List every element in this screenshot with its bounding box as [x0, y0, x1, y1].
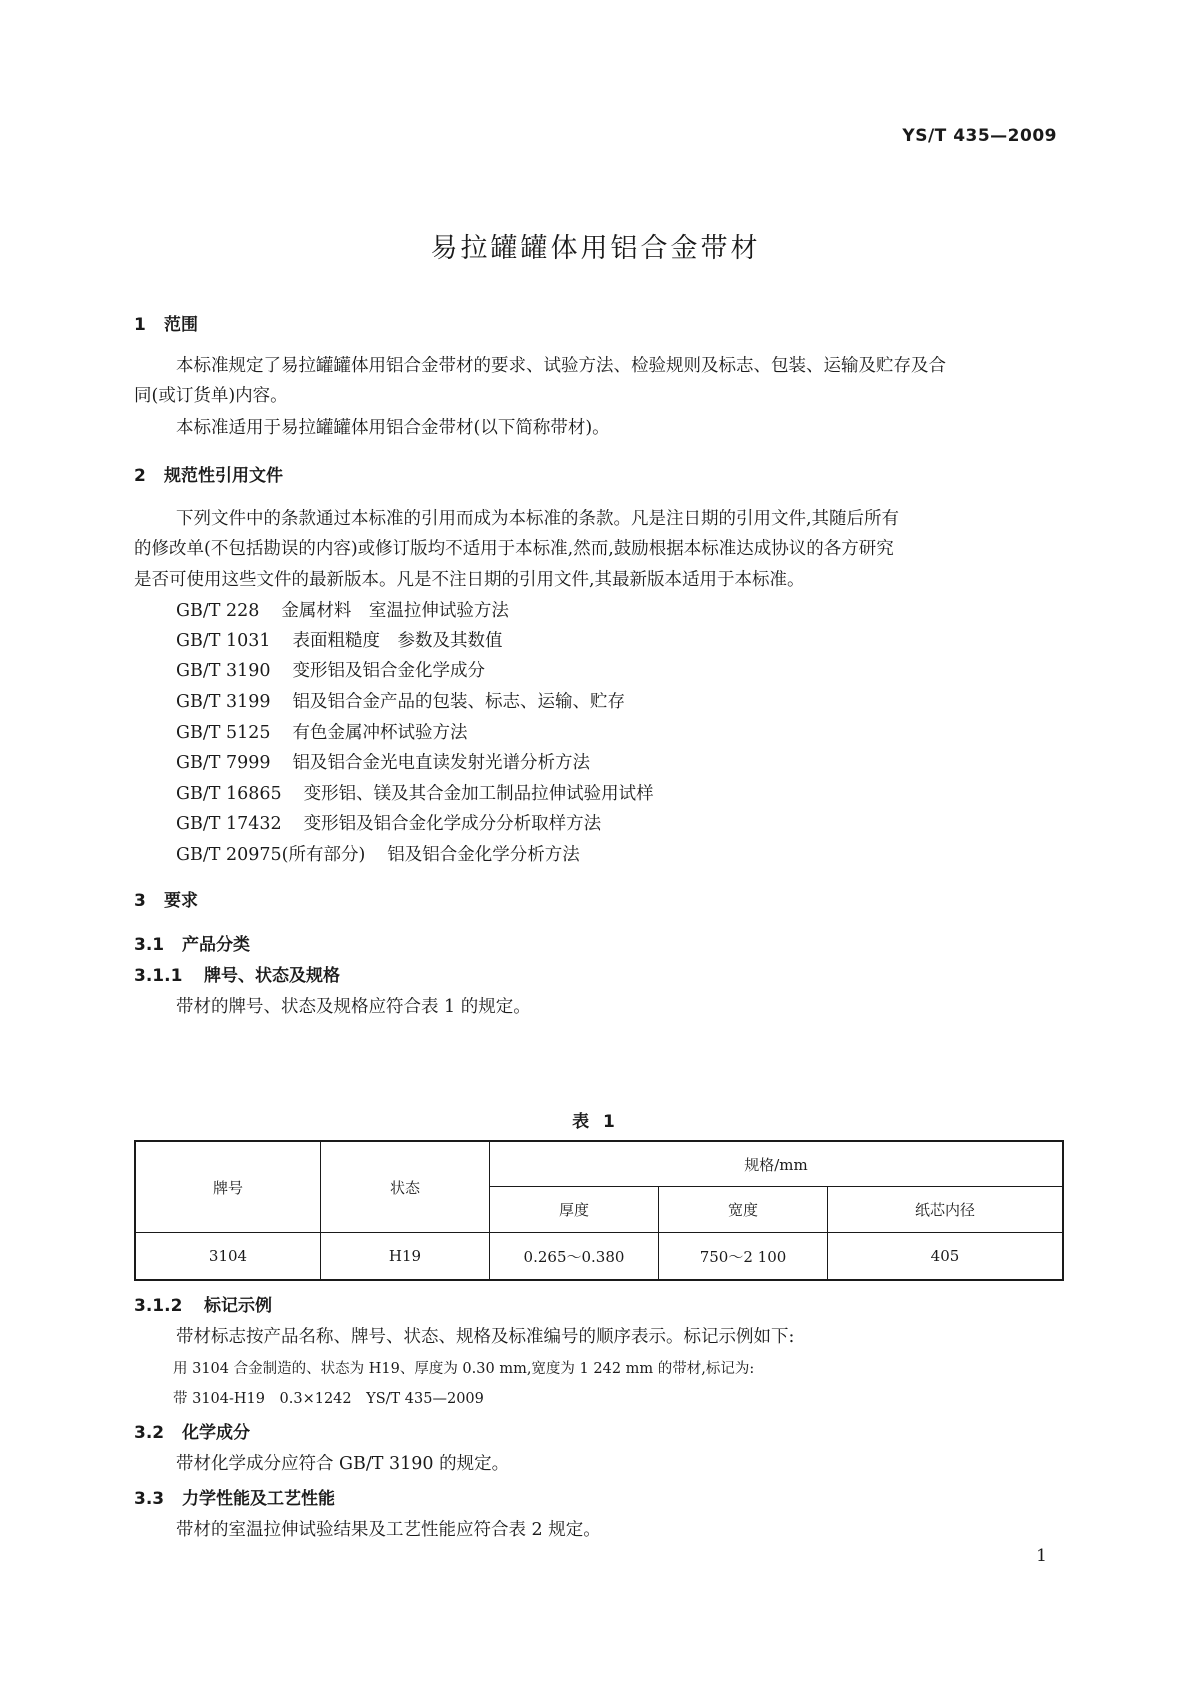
reference-code: GB/T 7999: [176, 753, 271, 773]
example-line: 用 3104 合金制造的、状态为 H19、厚度为 0.30 mm,宽度为 1 242 mm 的带材,标记为:: [173, 1361, 755, 1377]
paragraph: 带材标志按产品名称、牌号、状态、规格及标准编号的顺序表示。标记示例如下:: [176, 1327, 795, 1347]
reference-item: [176, 780, 654, 805]
header-width: 宽度: [659, 1187, 828, 1233]
paragraph: 带材的室温拉伸试验结果及工艺性能应符合表 2 规定。: [176, 1520, 601, 1540]
paragraph: 带材化学成分应符合 GB/T 3190 的规定。: [176, 1454, 510, 1474]
section-number: 3.2: [134, 1423, 165, 1443]
reference-title: 金属材料 室温拉伸试验方法: [281, 601, 509, 621]
paragraph: 本标准规定了易拉罐罐体用铝合金带材的要求、试验方法、检验规则及标志、包装、运输及贮存及合: [176, 356, 946, 376]
section-title: 产品分类: [182, 935, 250, 955]
table-row: [135, 1233, 1063, 1281]
reference-title: 变形铝、镁及其合金加工制品拉伸试验用试样: [303, 784, 654, 804]
section-title: 规范性引用文件: [164, 466, 283, 486]
header-temper: 状态: [321, 1141, 490, 1233]
section-title: 力学性能及工艺性能: [182, 1489, 335, 1509]
section-title: 牌号、状态及规格: [204, 966, 340, 986]
page-title: 易拉罐罐体用铝合金带材: [430, 233, 761, 264]
cell-grade: 3104: [135, 1233, 321, 1281]
cell-temper: H19: [321, 1233, 490, 1281]
standard-code: YS/T 435—2009: [902, 126, 1057, 146]
reference-code: GB/T 3199: [176, 692, 271, 712]
paragraph: 本标准适用于易拉罐罐体用铝合金带材(以下简称带材)。: [176, 418, 610, 438]
reference-title: 变形铝及铝合金化学成分: [292, 661, 486, 681]
reference-code: GB/T 3190: [176, 661, 271, 681]
section-3-1-2-heading: [134, 1291, 272, 1316]
section-3-2-heading: [134, 1418, 250, 1443]
paragraph: 带材的牌号、状态及规格应符合表 1 的规定。: [176, 997, 531, 1017]
section-title: 范围: [164, 315, 198, 335]
header-thickness: 厚度: [490, 1187, 659, 1233]
section-number: 2: [134, 466, 146, 486]
table-1: [134, 1140, 1064, 1281]
cell-thickness: 0.265～0.380: [490, 1233, 659, 1281]
section-number: 3: [134, 891, 146, 911]
section-title: 化学成分: [182, 1423, 250, 1443]
header-spec: 规格/mm: [490, 1141, 1064, 1187]
section-3-1-1-heading: [134, 961, 340, 986]
reference-item: [176, 627, 503, 652]
section-number: 1: [134, 315, 146, 335]
section-number: 3.1: [134, 935, 165, 955]
paragraph: 的修改单(不包括勘误的内容)或修订版均不适用于本标准,然而,鼓励根据本标准达成协议的各方研究: [134, 539, 894, 559]
paragraph: 同(或订货单)内容。: [134, 386, 288, 406]
section-number: 3.1.1: [134, 966, 183, 986]
reference-code: GB/T 1031: [176, 631, 271, 651]
reference-code: GB/T 17432: [176, 814, 282, 834]
reference-title: 铝及铝合金光电直读发射光谱分析方法: [292, 753, 591, 773]
reference-item: [176, 719, 468, 744]
reference-item: [176, 657, 485, 682]
reference-item: [176, 810, 601, 835]
page-number: 1: [1036, 1546, 1047, 1566]
reference-title: 铝及铝合金化学分析方法: [387, 845, 580, 865]
header-grade: 牌号: [135, 1141, 321, 1233]
reference-code: GB/T 16865: [176, 784, 282, 804]
cell-core-diameter: 405: [828, 1233, 1064, 1281]
table-caption: 表 1: [572, 1112, 619, 1132]
reference-item: [176, 841, 580, 866]
reference-title: 有色金属冲杯试验方法: [292, 723, 468, 743]
reference-title: 变形铝及铝合金化学成分分析取样方法: [303, 814, 602, 834]
section-3-heading: [134, 886, 198, 911]
section-title: 要求: [164, 891, 198, 911]
reference-item: [176, 749, 590, 774]
paragraph: 是否可使用这些文件的最新版本。凡是不注日期的引用文件,其最新版本适用于本标准。: [134, 570, 805, 590]
reference-code: GB/T 20975(所有部分): [176, 845, 366, 865]
reference-title: 表面粗糙度 参数及其数值: [292, 631, 503, 651]
section-title: 标记示例: [204, 1296, 272, 1316]
reference-item: [176, 597, 509, 622]
reference-title: 铝及铝合金产品的包装、标志、运输、贮存: [292, 692, 626, 712]
section-number: 3.3: [134, 1489, 165, 1509]
section-1-heading: [134, 310, 198, 335]
paragraph: 下列文件中的条款通过本标准的引用而成为本标准的条款。凡是注日期的引用文件,其随后所有: [176, 509, 900, 529]
section-number: 3.1.2: [134, 1296, 183, 1316]
reference-item: [176, 688, 625, 713]
header-core-diameter: 纸芯内径: [828, 1187, 1064, 1233]
reference-code: GB/T 228: [176, 601, 260, 621]
reference-code: GB/T 5125: [176, 723, 271, 743]
section-3-3-heading: [134, 1484, 335, 1509]
section-2-heading: [134, 461, 283, 486]
section-3-1-heading: [134, 930, 250, 955]
cell-width: 750～2 100: [659, 1233, 828, 1281]
example-line: 带 3104-H19 0.3×1242 YS/T 435—2009: [173, 1391, 484, 1407]
